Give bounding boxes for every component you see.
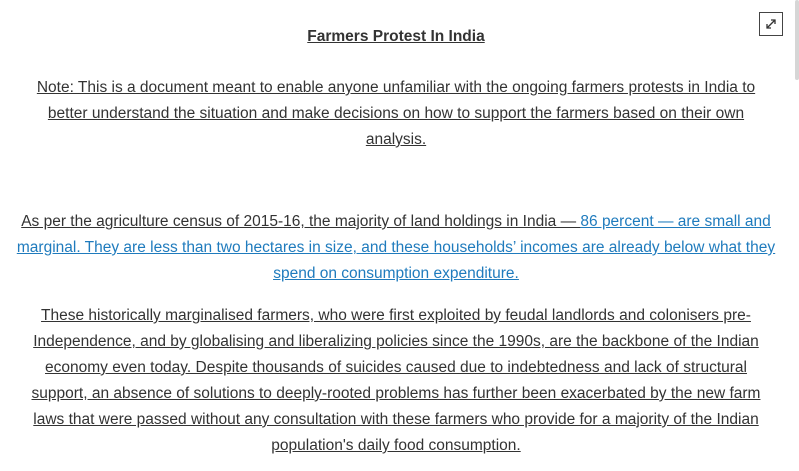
census-source-link[interactable]: 86 percent — are small and marginal. They are less than two hectares in size, and these households’ incomes are already below what they spend on consumption expenditure.: [16, 213, 776, 282]
note-paragraph: Note: This is a document meant to enable anyone unfamiliar with the ongoing farmers protests in India to better understand the situation and make decisions on how to support the farmers based on their own analysis.: [36, 79, 756, 148]
farmers-paragraph: These historically marginalised farmers, who were first exploited by feudal landlords and colonisers pre-Independence, and by globalising and liberalizing policies since the 1990s, are the backbone of the Indian economy even today. Despite thousands of suicides caused due to indebtedness and lack of structural support, an absence of solutions to deeply-rooted problems has further been exacerbated by the new farm laws that were passed without any consultation with these farmers who provide for a majority of the Indian population's daily food consumption.: [31, 307, 761, 454]
document-title: Farmers Protest In India: [307, 28, 485, 45]
census-paragraph: [16, 209, 776, 287]
census-lead-text: As per the agriculture census of 2015-16, the majority of land holdings in India —: [21, 213, 581, 230]
scrollbar-thumb[interactable]: [795, 0, 799, 80]
